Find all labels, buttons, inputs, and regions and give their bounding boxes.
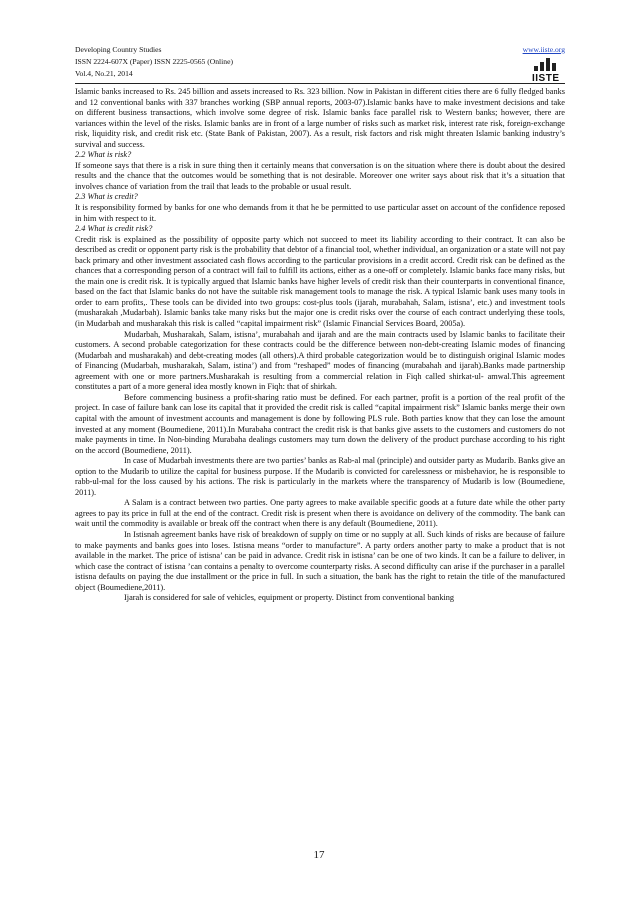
paragraph: Credit risk is explained as the possibility of opposite party which not succeed to meet its liability according to their contract. It can also be described as credit or opponent party risk is the probability that debtor of a financial tool, whether individual, an organization or a state will not pay back primary and other investment associated cash flows according to the particular provisions in a credit accord. Credit risk can be defined as the chances that a corresponding person of a contract will fail to fulfill its actions, either as a one-off or completely. Islamic banks face many risks, but the main one is credit risk. It is typically argued that Islamic banks have higher levels of credit risk than their counterparts in conventional finance, based on the fact that Islamic banks do not have the suitable risk management tools to manage the risk. A typical Islamic bank uses many tools in order to earn profits,. These tools can be divided into two groups: cost-plus tools (ijarah, murabahah, Salam, istisna’, etc.) and investment tools (musharakah ,Mudarbah). Islamic banks take many risks but the major one is credit risks over the course of each contract underlying these tools, (in Mudarbah and musharakah this risk is called “capital impairment risk” (Islamic Financial Services Board, 2005a). [75,234,565,329]
paragraph: In case of Mudarbah investments there are two parties’ banks as Rab-al mal (principle) and outsider party as Mudarib. Banks give an option to the Mudarib to utilize the capital for business purpose. If the Mudarib is convicted for carelessness or misbehavior, he is responsible to rabb-ul-mal for the loss caused by his actions. The risk is particularly in the markets where the transparency of Mudarib is low (Boumediene, 2011). [75,456,565,497]
paragraph: Before commencing business a profit-sharing ratio must be defined. For each partner, profit is a portion of the real profit of the project. In case of failure bank can lose its capital that it provided the credit risk is called “capital impairment risk” Islamic banks merge their own capital with the amount of investment accounts and management is done by following PLS rule. Both parties know that they can lose the amount invested at any moment (Boumediene, 2011).In Murabaha contract the credit risk is that banks give assets to the customers and customers do not make payments in time. In Non-binding Murabaha dealings customers may turn down the delivery of the product purchase according to his right on the accord (Boumediene, 2011). [75,392,565,455]
header-rule [75,83,565,84]
page-number: 17 [313,849,325,861]
issn-line: ISSN 2224-607X (Paper) ISSN 2225-0565 (Online) [75,57,233,66]
paragraph: A Salam is a contract between two parties. One party agrees to make available specific goods at a future date while the other party agrees to pay its price in full at the end of the contract. Credit risk is present when there is avoidance on delivery of the commodity. The bank can wait until the commodity is available or break off the contract when there is any default (Boumediene, 2011). [75,498,565,529]
paragraph: Ijarah is considered for sale of vehicles, equipment or property. Distinct from conventional banking [124,593,455,603]
paragraph: Mudarbah, Musharakah, Salam, istisna’, murabahah and ijarah and are the main contracts used by Islamic banks to facilitate their customers. A second probable categorization for these contracts could be the difference between non-debt-creating Islamic modes of financing (Mudarbah and musharakah) and debt-creating modes (all others).A third probable categorization would be to distinguish original Islamic modes of Financing (Mudarbah, musharakah, Salam, istina’) and from “reshaped” modes of financing (murabahah and ijarah).Banks made partnership agreement with one or more partners.Musharakah is resulting from a commercial relation in Fiqh called shirkat-ul- amwal.This agreement constitutes a part of a more general idea mostly known in Fiqh: that of shirkah. [75,329,565,392]
section-heading-2-4: 2.4 What is credit risk? [75,224,153,234]
logo-text: IISTE [532,73,560,84]
paragraph: If someone says that there is a risk in sure thing then it certainly means that conversation is on the situation where there is doubt about the desired results and the chance that the outcomes would be something that is not desirable. Moreover one writer says about risk that it’s a situation that involves chance of variation from the trail that leads to the probable or usual result. [75,160,565,191]
paragraph: Islamic banks increased to Rs. 245 billion and assets increased to Rs. 323 billion. Now in Pakistan in different cities there are 6 fully fledged banks and 12 conventional banks with 337 branches working (SBP annual reports, 2003-07).Islamic banks have to make investment decisions and take on different business transactions, which involve some degree of risk. Islamic banks face parallel risk to Western banks; however, there are variances within the level of the risks. Islamic banks are in front of a large number of risks such as market risk, interest rate risk, foreign-exchange risk, liquidity risk, and credit risk etc. (State Bank of Pakistan, 2007). As a result, risk factors and risk might threaten Islamic banking industry’s survival and success. [75,87,565,149]
paragraph: In Istisnah agreement banks have risk of breakdown of supply on time or no supply at all. Such kinds of risks are because of failure to make payments and banks goes into loses. Istisna means “order to manufacture”. A party orders another party to make a product that is not available in the market. The price of istisna’ can be paid in advance. Credit risk in istisna’ can be one of two kinds. It can be a failure to deliver, in which case the contract of istisna ’can contains a penalty to overcome counterparty risks. A second difficulty can arise if the purchaser in a parallel istisna defaults on paying the due installment or the price in full. In such a situation, the bank has the right to retain the title of the manufactured object (Boumediene,2011). [75,529,565,592]
body-text [75,87,565,604]
running-header [75,44,565,84]
journal-name: Developing Country Studies [75,45,162,54]
section-heading-2-3: 2.3 What is credit? [75,192,138,202]
paragraph: It is responsibility formed by banks for one who demands from it that he be permitted to use particular asset on account of the confidence reposed in him with respect to it. [75,203,565,223]
section-heading-2-2: 2.2 What is risk? [75,150,132,160]
journal-url-link[interactable]: www.iiste.org [522,45,565,54]
iiste-logo [532,58,562,84]
volume-line: Vol.4, No.21, 2014 [75,69,133,78]
logo-bars-icon [534,58,558,71]
